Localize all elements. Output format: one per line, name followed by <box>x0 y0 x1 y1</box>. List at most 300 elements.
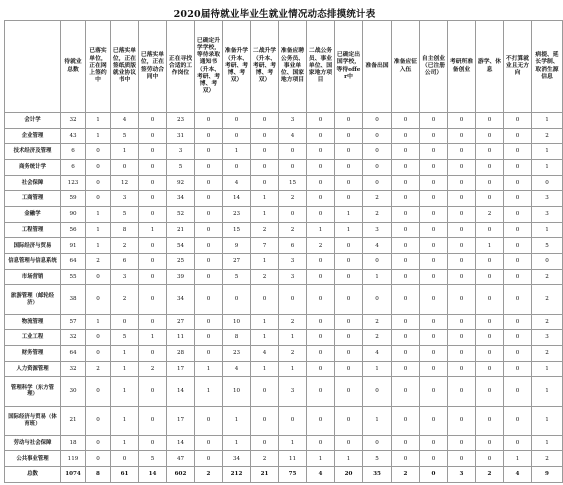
table-row <box>5 361 563 377</box>
table-cell: 5 <box>532 238 563 254</box>
table-cell: 0 <box>448 361 476 377</box>
table-cell: 0 <box>335 269 363 285</box>
table-cell: 2 <box>86 361 111 377</box>
table-cell: 2 <box>251 222 279 238</box>
table-cell: 0 <box>279 285 307 314</box>
table-cell: 0 <box>307 144 335 160</box>
table-cell: 0 <box>195 144 223 160</box>
table-cell: 0 <box>448 207 476 223</box>
table-cell: 5 <box>111 128 139 144</box>
table-cell: 212 <box>223 467 251 483</box>
table-cell: 20 <box>335 467 363 483</box>
table-cell: 0 <box>420 238 448 254</box>
table-cell: 0 <box>307 361 335 377</box>
table-cell: 0 <box>195 451 223 467</box>
table-cell: 1 <box>279 330 307 346</box>
table-cell: 0 <box>139 406 167 435</box>
major-name: 人力资源管理 <box>5 361 61 377</box>
table-cell: 0 <box>335 361 363 377</box>
column-header: 不打算就业且无方向 <box>504 21 532 113</box>
table-cell: 0 <box>251 285 279 314</box>
table-cell: 3 <box>279 254 307 270</box>
table-cell: 0 <box>279 406 307 435</box>
table-cell: 0 <box>251 128 279 144</box>
table-cell: 0 <box>532 254 563 270</box>
table-cell: 0 <box>139 285 167 314</box>
table-cell: 56 <box>61 222 86 238</box>
table-cell: 17 <box>167 361 195 377</box>
major-name: 旅游管理（邮轮经济） <box>5 285 61 314</box>
table-row <box>5 207 563 223</box>
table-cell: 4 <box>223 175 251 191</box>
table-cell: 1 <box>111 345 139 361</box>
table-cell: 0 <box>111 451 139 467</box>
table-cell: 4 <box>307 467 335 483</box>
table-row <box>5 238 563 254</box>
table-cell: 0 <box>420 144 448 160</box>
table-cell: 0 <box>335 128 363 144</box>
table-cell: 0 <box>476 254 504 270</box>
table-cell: 0 <box>363 113 392 129</box>
table-cell: 0 <box>504 361 532 377</box>
table-cell: 10 <box>223 314 251 330</box>
table-cell: 4 <box>111 113 139 129</box>
table-cell: 1 <box>532 361 563 377</box>
column-header: 二战公务员、事业单位、国家地方项目 <box>307 21 335 113</box>
table-cell: 2 <box>532 314 563 330</box>
column-header: 待就业总数 <box>61 21 86 113</box>
column-header: 准备应聘公务员、事业单位、国家地方项目 <box>279 21 307 113</box>
table-cell: 0 <box>504 160 532 176</box>
table-cell: 1074 <box>61 467 86 483</box>
table-cell: 2 <box>532 128 563 144</box>
table-cell: 0 <box>476 144 504 160</box>
table-cell: 38 <box>61 285 86 314</box>
table-cell: 1 <box>251 254 279 270</box>
column-header: 病提、延长学制、取消生源信息 <box>532 21 563 113</box>
major-name: 社会保障 <box>5 175 61 191</box>
table-cell: 0 <box>420 451 448 467</box>
table-cell: 25 <box>167 254 195 270</box>
table-cell: 1 <box>307 451 335 467</box>
table-cell: 0 <box>420 160 448 176</box>
table-cell: 0 <box>504 144 532 160</box>
table-cell: 64 <box>61 254 86 270</box>
table-cell: 6 <box>61 144 86 160</box>
table-cell: 21 <box>61 406 86 435</box>
table-cell: 0 <box>420 269 448 285</box>
table-cell: 0 <box>420 361 448 377</box>
table-cell: 7 <box>251 238 279 254</box>
table-cell: 59 <box>61 191 86 207</box>
table-cell: 0 <box>195 160 223 176</box>
table-cell: 0 <box>335 238 363 254</box>
table-cell: 0 <box>279 160 307 176</box>
table-cell: 0 <box>86 175 111 191</box>
table-row <box>5 175 563 191</box>
table-row <box>5 377 563 406</box>
table-cell: 1 <box>111 435 139 451</box>
table-cell: 0 <box>448 191 476 207</box>
table-cell: 0 <box>420 285 448 314</box>
table-cell: 3 <box>279 269 307 285</box>
table-cell: 0 <box>420 467 448 483</box>
table-cell: 0 <box>139 435 167 451</box>
table-cell: 1 <box>86 238 111 254</box>
table-row <box>5 144 563 160</box>
table-row <box>5 254 563 270</box>
table-cell: 2 <box>363 330 392 346</box>
table-cell: 32 <box>61 361 86 377</box>
table-cell: 0 <box>504 345 532 361</box>
major-name: 国际经济与贸易 <box>5 238 61 254</box>
table-cell: 0 <box>476 451 504 467</box>
table-cell: 0 <box>448 330 476 346</box>
table-cell: 0 <box>504 238 532 254</box>
table-row <box>5 314 563 330</box>
table-cell: 0 <box>476 377 504 406</box>
table-cell: 0 <box>448 160 476 176</box>
stats-table <box>4 20 563 483</box>
table-cell: 4 <box>363 345 392 361</box>
table-cell: 2 <box>392 467 420 483</box>
table-cell: 3 <box>167 144 195 160</box>
table-cell: 0 <box>279 207 307 223</box>
table-cell: 0 <box>476 160 504 176</box>
table-cell: 0 <box>392 254 420 270</box>
column-header: 准备出国 <box>363 21 392 113</box>
table-cell: 0 <box>195 113 223 129</box>
table-cell: 61 <box>111 467 139 483</box>
table-cell: 35 <box>363 467 392 483</box>
table-cell: 0 <box>139 175 167 191</box>
table-cell: 0 <box>476 128 504 144</box>
table-cell: 1 <box>532 160 563 176</box>
major-name: 金融学 <box>5 207 61 223</box>
column-header: 游学、休息 <box>476 21 504 113</box>
table-cell: 0 <box>86 285 111 314</box>
table-cell: 64 <box>61 345 86 361</box>
major-name: 市场营销 <box>5 269 61 285</box>
table-cell: 0 <box>335 113 363 129</box>
column-header: 已确定升学学校，等待录取通知书（升本、考研、考博、考双） <box>195 21 223 113</box>
table-cell: 55 <box>61 269 86 285</box>
table-cell: 0 <box>139 128 167 144</box>
table-cell: 0 <box>392 238 420 254</box>
table-cell: 0 <box>392 435 420 451</box>
table-row <box>5 191 563 207</box>
table-cell: 1 <box>532 435 563 451</box>
table-row <box>5 113 563 129</box>
table-cell: 0 <box>251 144 279 160</box>
table-cell: 14 <box>167 377 195 406</box>
table-cell: 0 <box>448 175 476 191</box>
table-cell: 0 <box>476 330 504 346</box>
table-cell: 0 <box>86 144 111 160</box>
major-name: 企业管理 <box>5 128 61 144</box>
table-cell: 0 <box>363 377 392 406</box>
table-cell: 8 <box>111 222 139 238</box>
table-cell: 0 <box>335 330 363 346</box>
table-cell: 0 <box>448 451 476 467</box>
table-cell: 1 <box>86 207 111 223</box>
table-cell: 0 <box>476 175 504 191</box>
table-cell: 0 <box>307 175 335 191</box>
major-name: 财务管理 <box>5 345 61 361</box>
table-cell: 0 <box>195 238 223 254</box>
table-cell: 0 <box>448 128 476 144</box>
table-cell: 15 <box>223 222 251 238</box>
table-cell: 0 <box>223 285 251 314</box>
table-cell: 0 <box>448 377 476 406</box>
table-cell: 0 <box>111 314 139 330</box>
table-cell: 0 <box>363 254 392 270</box>
table-cell: 1 <box>307 222 335 238</box>
table-cell: 23 <box>167 113 195 129</box>
table-cell: 0 <box>139 377 167 406</box>
table-cell: 1 <box>532 113 563 129</box>
table-cell: 1 <box>86 314 111 330</box>
table-cell: 0 <box>251 160 279 176</box>
table-cell: 0 <box>86 330 111 346</box>
table-cell: 0 <box>307 160 335 176</box>
table-cell: 0 <box>139 113 167 129</box>
table-cell: 1 <box>335 451 363 467</box>
table-cell: 0 <box>448 144 476 160</box>
column-header: 自主创业（已注册公司） <box>420 21 448 113</box>
table-cell: 0 <box>335 377 363 406</box>
table-cell: 1 <box>223 144 251 160</box>
table-cell: 0 <box>420 406 448 435</box>
table-cell: 14 <box>167 435 195 451</box>
table-cell: 5 <box>139 451 167 467</box>
table-cell: 0 <box>504 191 532 207</box>
table-cell: 0 <box>392 345 420 361</box>
table-cell: 0 <box>139 207 167 223</box>
major-name: 工商管理 <box>5 191 61 207</box>
table-body <box>5 113 563 483</box>
table-cell: 0 <box>504 406 532 435</box>
table-cell: 3 <box>363 222 392 238</box>
column-header: 已确定出国学校，等待offer中 <box>335 21 363 113</box>
table-cell: 0 <box>111 160 139 176</box>
table-cell: 1 <box>532 406 563 435</box>
table-cell: 0 <box>448 254 476 270</box>
table-cell: 2 <box>251 451 279 467</box>
table-cell: 0 <box>448 238 476 254</box>
table-cell: 0 <box>307 285 335 314</box>
table-cell: 3 <box>532 207 563 223</box>
table-cell: 0 <box>392 377 420 406</box>
major-name: 总数 <box>5 467 61 483</box>
table-cell: 0 <box>504 207 532 223</box>
table-cell: 0 <box>476 345 504 361</box>
table-cell: 0 <box>251 435 279 451</box>
major-name: 会计学 <box>5 113 61 129</box>
table-cell: 4 <box>251 345 279 361</box>
table-cell: 0 <box>195 285 223 314</box>
table-cell: 0 <box>86 377 111 406</box>
table-cell: 0 <box>139 191 167 207</box>
table-cell: 1 <box>223 435 251 451</box>
table-cell: 4 <box>279 128 307 144</box>
table-cell: 2 <box>195 467 223 483</box>
table-cell: 0 <box>420 128 448 144</box>
table-cell: 0 <box>392 269 420 285</box>
table-row <box>5 222 563 238</box>
table-cell: 0 <box>363 144 392 160</box>
table-cell: 31 <box>167 128 195 144</box>
table-cell: 3 <box>279 377 307 406</box>
column-header: 已落实单位，正在网上签约中 <box>86 21 111 113</box>
table-cell: 0 <box>448 435 476 451</box>
table-cell: 1 <box>363 269 392 285</box>
table-cell: 1 <box>111 406 139 435</box>
table-cell: 2 <box>251 269 279 285</box>
table-cell: 0 <box>335 435 363 451</box>
table-cell: 3 <box>279 113 307 129</box>
table-cell: 0 <box>420 345 448 361</box>
table-cell: 34 <box>167 285 195 314</box>
table-cell: 3 <box>111 269 139 285</box>
page-title: 2020届待就业毕业生就业情况动态排摸统计表 <box>173 9 376 20</box>
column-header: 准备应征入伍 <box>392 21 420 113</box>
table-cell: 0 <box>335 160 363 176</box>
table-cell: 43 <box>61 128 86 144</box>
table-cell: 0 <box>195 128 223 144</box>
table-cell: 0 <box>363 160 392 176</box>
table-cell: 15 <box>279 175 307 191</box>
table-cell: 3 <box>532 191 563 207</box>
table-cell: 0 <box>195 435 223 451</box>
table-row <box>5 406 563 435</box>
table-cell: 39 <box>167 269 195 285</box>
table-cell: 57 <box>61 314 86 330</box>
table-cell: 1 <box>223 406 251 435</box>
column-header: 已落实单位，正在签纸质版就业协议书中 <box>111 21 139 113</box>
table-cell: 1 <box>532 222 563 238</box>
table-cell: 0 <box>392 128 420 144</box>
table-cell: 0 <box>307 330 335 346</box>
table-cell: 0 <box>86 451 111 467</box>
major-name: 管理科学（东方管理） <box>5 377 61 406</box>
table-cell: 0 <box>448 222 476 238</box>
column-header: 已落实单位，正在签劳动合同中 <box>139 21 167 113</box>
table-cell: 6 <box>61 160 86 176</box>
table-cell: 0 <box>223 113 251 129</box>
table-cell: 0 <box>448 406 476 435</box>
table-cell: 0 <box>335 314 363 330</box>
table-cell: 0 <box>307 314 335 330</box>
table-cell: 0 <box>139 254 167 270</box>
table-cell: 23 <box>223 207 251 223</box>
table-cell: 27 <box>167 314 195 330</box>
table-cell: 30 <box>61 377 86 406</box>
table-cell: 5 <box>363 451 392 467</box>
table-cell: 1 <box>363 361 392 377</box>
table-cell: 0 <box>420 330 448 346</box>
table-cell: 1 <box>111 361 139 377</box>
table-cell: 0 <box>420 207 448 223</box>
major-name: 商务统计学 <box>5 160 61 176</box>
table-cell: 32 <box>61 330 86 346</box>
table-cell: 0 <box>476 361 504 377</box>
table-cell: 0 <box>139 144 167 160</box>
table-cell: 0 <box>335 406 363 435</box>
table-row <box>5 435 563 451</box>
table-cell: 1 <box>504 451 532 467</box>
table-cell: 2 <box>279 191 307 207</box>
header-row <box>5 21 563 113</box>
table-cell: 0 <box>504 314 532 330</box>
major-name: 劳动与社会保障 <box>5 435 61 451</box>
table-cell: 602 <box>167 467 195 483</box>
table-cell: 0 <box>86 160 111 176</box>
table-cell: 0 <box>363 285 392 314</box>
table-cell: 5 <box>111 207 139 223</box>
table-cell: 0 <box>448 285 476 314</box>
table-cell: 0 <box>504 175 532 191</box>
table-cell: 0 <box>504 113 532 129</box>
table-cell: 23 <box>223 345 251 361</box>
major-name: 公共事业管理 <box>5 451 61 467</box>
table-cell: 28 <box>167 345 195 361</box>
major-name: 技术经济及管理 <box>5 144 61 160</box>
table-cell: 0 <box>307 128 335 144</box>
table-cell: 0 <box>307 435 335 451</box>
table-cell: 0 <box>420 314 448 330</box>
table-cell: 2 <box>363 207 392 223</box>
table-cell: 2 <box>111 285 139 314</box>
table-cell: 0 <box>307 377 335 406</box>
table-cell: 0 <box>448 345 476 361</box>
table-row <box>5 451 563 467</box>
table-cell: 1 <box>363 406 392 435</box>
table-cell: 9 <box>532 467 563 483</box>
major-name: 物流管理 <box>5 314 61 330</box>
table-cell: 18 <box>61 435 86 451</box>
table-cell: 0 <box>476 314 504 330</box>
table-cell: 10 <box>223 377 251 406</box>
table-cell: 34 <box>167 191 195 207</box>
table-cell: 0 <box>195 406 223 435</box>
table-cell: 1 <box>139 330 167 346</box>
table-cell: 11 <box>167 330 195 346</box>
table-cell: 8 <box>223 330 251 346</box>
table-cell: 1 <box>195 361 223 377</box>
table-cell: 5 <box>167 160 195 176</box>
table-cell: 34 <box>223 451 251 467</box>
table-cell: 0 <box>195 191 223 207</box>
table-cell: 1 <box>476 238 504 254</box>
table-cell: 0 <box>420 377 448 406</box>
table-cell: 0 <box>139 314 167 330</box>
table-row <box>5 128 563 144</box>
table-cell: 14 <box>223 191 251 207</box>
table-cell: 11 <box>279 451 307 467</box>
table-cell: 0 <box>335 285 363 314</box>
column-header: 正在寻找合适的工作岗位 <box>167 21 195 113</box>
table-cell: 2 <box>363 314 392 330</box>
table-cell: 0 <box>504 330 532 346</box>
table-cell: 21 <box>167 222 195 238</box>
table-cell: 8 <box>86 467 111 483</box>
table-cell: 0 <box>307 345 335 361</box>
table-cell: 0 <box>307 254 335 270</box>
table-cell: 5 <box>111 330 139 346</box>
table-cell: 2 <box>532 285 563 314</box>
table-cell: 0 <box>335 191 363 207</box>
